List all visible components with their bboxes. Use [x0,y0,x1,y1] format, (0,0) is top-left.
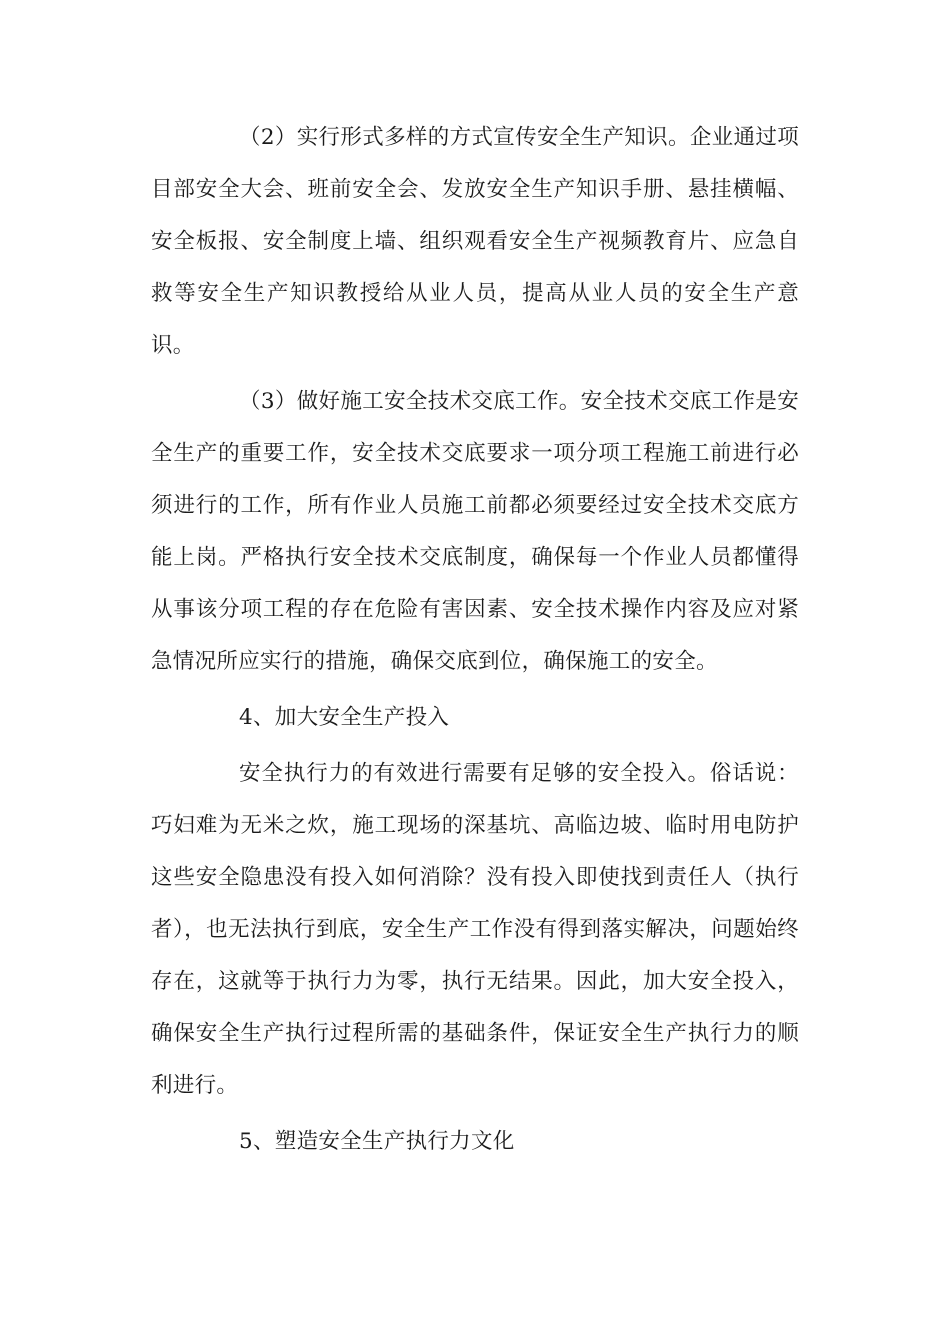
paragraph-investment: 安全执行力的有效进行需要有足够的安全投入。俗话说：巧妇难为无米之炊，施工现场的深基坑、高临边坡、临时用电防护这些安全隐患没有投入如何消除？没有投入即使找到责任人（执行者），也无法执行到底，安全生产工作没有得到落实解决，问题始终存在，这就等于执行力为零，执行无结果。因此，加大安全投入，确保安全生产执行过程所需的基础条件，保证安全生产执行力的顺利进行。 [151,761,799,1098]
paragraph-technical-briefing: （3）做好施工安全技术交底工作。安全技术交底工作是安全生产的重要工作，安全技术交底要求一项分项工程施工前进行必须进行的工作，所有作业人员施工前都必须要经过安全技术交底方能上岗。严格执行安全技术交底制度，确保每一个作业人员都懂得从事该分项工程的存在危险有害因素、安全技术操作内容及应对紧急情况所应实行的措施，确保交底到位，确保施工的安全。 [151,389,799,674]
section-heading-culture: 5、塑造安全生产执行力文化 [239,1129,515,1154]
section-heading-investment: 4、加大安全生产投入 [239,705,450,730]
paragraph-publicity: （2）实行形式多样的方式宣传安全生产知识。企业通过项目部安全大会、班前安全会、发放安全生产知识手册、悬挂横幅、安全板报、安全制度上墙、组织观看安全生产视频教育片、应急自救等安全生产知识教授给从业人员，提高从业人员的安全生产意识。 [151,125,799,358]
document-body [151,112,799,1168]
